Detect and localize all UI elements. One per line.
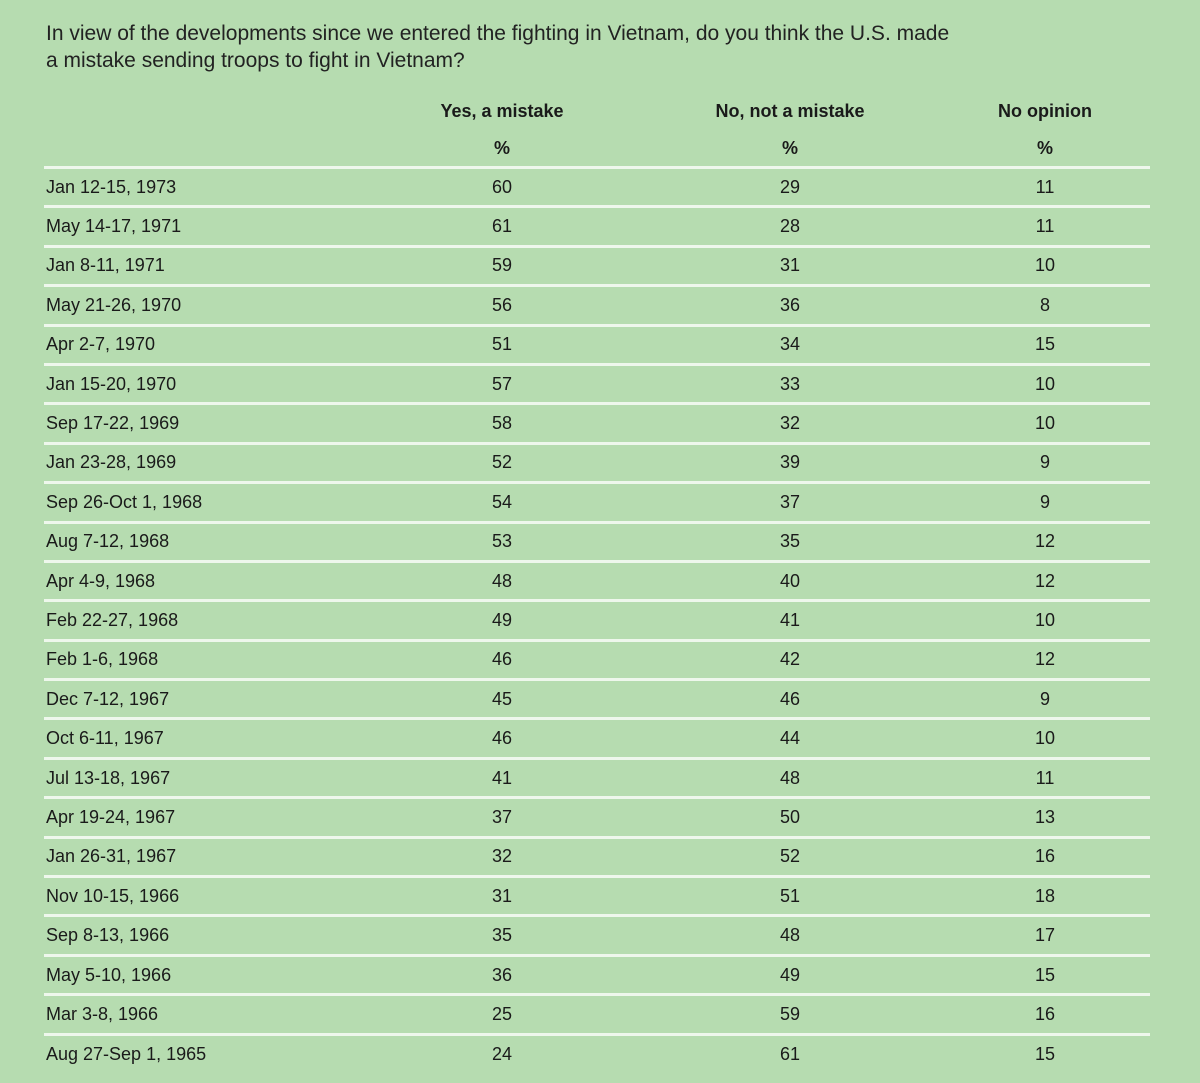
- no-mistake-cell: 52: [779, 846, 801, 867]
- table-row: [44, 1034, 1150, 1073]
- table-row: [44, 483, 1150, 522]
- yes-mistake-cell: 48: [491, 570, 513, 591]
- yes-mistake-cell: 37: [491, 806, 513, 827]
- no-mistake-cell: 37: [779, 491, 801, 512]
- no-opinion-cell: 15: [1034, 1044, 1056, 1065]
- date-cell: Jan 12-15, 1973: [46, 176, 177, 197]
- yes-mistake-cell: 52: [491, 452, 513, 473]
- table-row: [44, 522, 1150, 561]
- table-row: [44, 364, 1150, 403]
- yes-mistake-cell: 24: [491, 1044, 513, 1065]
- unit-yes-percent: %: [493, 137, 510, 158]
- yes-mistake-cell: 32: [491, 846, 513, 867]
- table-row: [44, 601, 1150, 640]
- yes-mistake-cell: 61: [491, 216, 513, 237]
- yes-mistake-cell: 57: [491, 373, 513, 394]
- table-row: [44, 404, 1150, 443]
- yes-mistake-cell: 59: [491, 255, 513, 276]
- no-mistake-cell: 28: [779, 216, 801, 237]
- yes-mistake-cell: 25: [491, 1003, 513, 1024]
- no-mistake-cell: 48: [779, 925, 801, 946]
- no-opinion-cell: 11: [1035, 767, 1055, 788]
- no-opinion-cell: 8: [1039, 294, 1050, 315]
- no-opinion-cell: 10: [1034, 373, 1056, 394]
- no-opinion-cell: 16: [1034, 1003, 1056, 1024]
- yes-mistake-cell: 54: [491, 491, 513, 512]
- table-row: [44, 719, 1150, 758]
- no-mistake-cell: 40: [779, 570, 801, 591]
- no-mistake-cell: 44: [779, 728, 801, 749]
- date-cell: Jul 13-18, 1967: [46, 767, 171, 788]
- no-opinion-cell: 9: [1039, 452, 1050, 473]
- yes-mistake-cell: 58: [491, 413, 513, 434]
- table-row: [44, 561, 1150, 600]
- yes-mistake-cell: 35: [491, 925, 513, 946]
- date-cell: Feb 22-27, 1968: [46, 609, 179, 630]
- no-opinion-cell: 11: [1035, 176, 1055, 197]
- date-cell: Jan 8-11, 1971: [46, 255, 165, 276]
- table-header: [44, 92, 1150, 168]
- no-opinion-cell: 10: [1034, 255, 1056, 276]
- no-opinion-cell: 11: [1035, 216, 1055, 237]
- header-date-blank: [44, 92, 364, 130]
- unit-no-percent: %: [781, 137, 798, 158]
- no-mistake-cell: 32: [779, 413, 801, 434]
- yes-mistake-cell: 51: [491, 334, 513, 355]
- no-opinion-cell: 18: [1034, 885, 1056, 906]
- no-opinion-cell: 13: [1034, 806, 1056, 827]
- no-opinion-cell: 12: [1034, 531, 1056, 552]
- table-row: [44, 877, 1150, 916]
- date-cell: Aug 27-Sep 1, 1965: [46, 1044, 207, 1065]
- table-row: [44, 207, 1150, 246]
- table-row: [44, 325, 1150, 364]
- survey-question: In view of the developments since we entered the fighting in Vietnam, do you think the U.S. made a mistake sending troops to fight in Vietnam?: [46, 22, 950, 72]
- no-opinion-cell: 15: [1034, 964, 1056, 985]
- no-mistake-cell: 50: [779, 806, 801, 827]
- no-mistake-cell: 49: [779, 964, 801, 985]
- date-cell: Jan 15-20, 1970: [46, 373, 177, 394]
- date-cell: Sep 8-13, 1966: [46, 925, 170, 946]
- no-opinion-cell: 12: [1034, 649, 1056, 670]
- table-row: [44, 168, 1150, 207]
- no-mistake-cell: 34: [779, 334, 801, 355]
- yes-mistake-cell: 46: [491, 728, 513, 749]
- no-opinion-cell: 9: [1039, 491, 1050, 512]
- yes-mistake-cell: 45: [491, 688, 513, 709]
- no-opinion-cell: 9: [1039, 688, 1050, 709]
- no-opinion-cell: 10: [1034, 413, 1056, 434]
- no-opinion-cell: 12: [1034, 570, 1056, 591]
- yes-mistake-cell: 56: [491, 294, 513, 315]
- no-mistake-cell: 29: [779, 176, 801, 197]
- table-row: [44, 916, 1150, 955]
- no-mistake-cell: 46: [779, 688, 801, 709]
- date-cell: May 5-10, 1966: [46, 964, 172, 985]
- date-cell: Nov 10-15, 1966: [46, 885, 180, 906]
- no-mistake-cell: 41: [779, 609, 801, 630]
- table-row: [44, 286, 1150, 325]
- unit-date-blank: [44, 130, 364, 168]
- table-row: [44, 640, 1150, 679]
- no-mistake-cell: 33: [779, 373, 801, 394]
- no-opinion-cell: 17: [1034, 925, 1056, 946]
- table-row: [44, 955, 1150, 994]
- date-cell: Sep 17-22, 1969: [46, 413, 180, 434]
- no-mistake-cell: 36: [779, 294, 801, 315]
- date-cell: Mar 3-8, 1966: [46, 1003, 159, 1024]
- header-yes-mistake: Yes, a mistake: [440, 100, 564, 121]
- no-mistake-cell: 51: [779, 885, 801, 906]
- yes-mistake-cell: 31: [491, 885, 513, 906]
- date-cell: Apr 4-9, 1968: [46, 570, 156, 591]
- date-cell: Feb 1-6, 1968: [46, 649, 159, 670]
- date-cell: Apr 19-24, 1967: [46, 806, 176, 827]
- no-mistake-cell: 42: [779, 649, 801, 670]
- poll-results-table: [44, 92, 1150, 1073]
- yes-mistake-cell: 60: [491, 176, 513, 197]
- no-opinion-cell: 10: [1034, 609, 1056, 630]
- table-row: [44, 995, 1150, 1034]
- no-mistake-cell: 59: [779, 1003, 801, 1024]
- date-cell: Sep 26-Oct 1, 1968: [46, 491, 203, 512]
- yes-mistake-cell: 36: [491, 964, 513, 985]
- no-mistake-cell: 61: [779, 1044, 801, 1065]
- no-mistake-cell: 39: [779, 452, 801, 473]
- no-mistake-cell: 31: [779, 255, 801, 276]
- header-no-opinion: No opinion: [998, 100, 1092, 121]
- date-cell: Jan 23-28, 1969: [46, 452, 177, 473]
- no-mistake-cell: 35: [779, 531, 801, 552]
- table-row: [44, 837, 1150, 876]
- no-opinion-cell: 16: [1034, 846, 1056, 867]
- date-cell: May 14-17, 1971: [46, 216, 182, 237]
- date-cell: Apr 2-7, 1970: [46, 334, 156, 355]
- no-mistake-cell: 48: [779, 767, 801, 788]
- date-cell: May 21-26, 1970: [46, 294, 182, 315]
- table-row: [44, 246, 1150, 285]
- table-row: [44, 798, 1150, 837]
- unit-none-percent: %: [1036, 137, 1053, 158]
- table-row: [44, 758, 1150, 797]
- yes-mistake-cell: 46: [491, 649, 513, 670]
- date-cell: Jan 26-31, 1967: [46, 846, 177, 867]
- table-row: [44, 443, 1150, 482]
- header-no-mistake: No, not a mistake: [715, 100, 865, 121]
- date-cell: Oct 6-11, 1967: [46, 728, 164, 749]
- date-cell: Aug 7-12, 1968: [46, 531, 170, 552]
- no-opinion-cell: 15: [1034, 334, 1056, 355]
- no-opinion-cell: 10: [1034, 728, 1056, 749]
- yes-mistake-cell: 53: [491, 531, 513, 552]
- table-row: [44, 680, 1150, 719]
- yes-mistake-cell: 49: [491, 609, 513, 630]
- table-body: [44, 168, 1150, 1074]
- yes-mistake-cell: 41: [491, 767, 513, 788]
- date-cell: Dec 7-12, 1967: [46, 688, 170, 709]
